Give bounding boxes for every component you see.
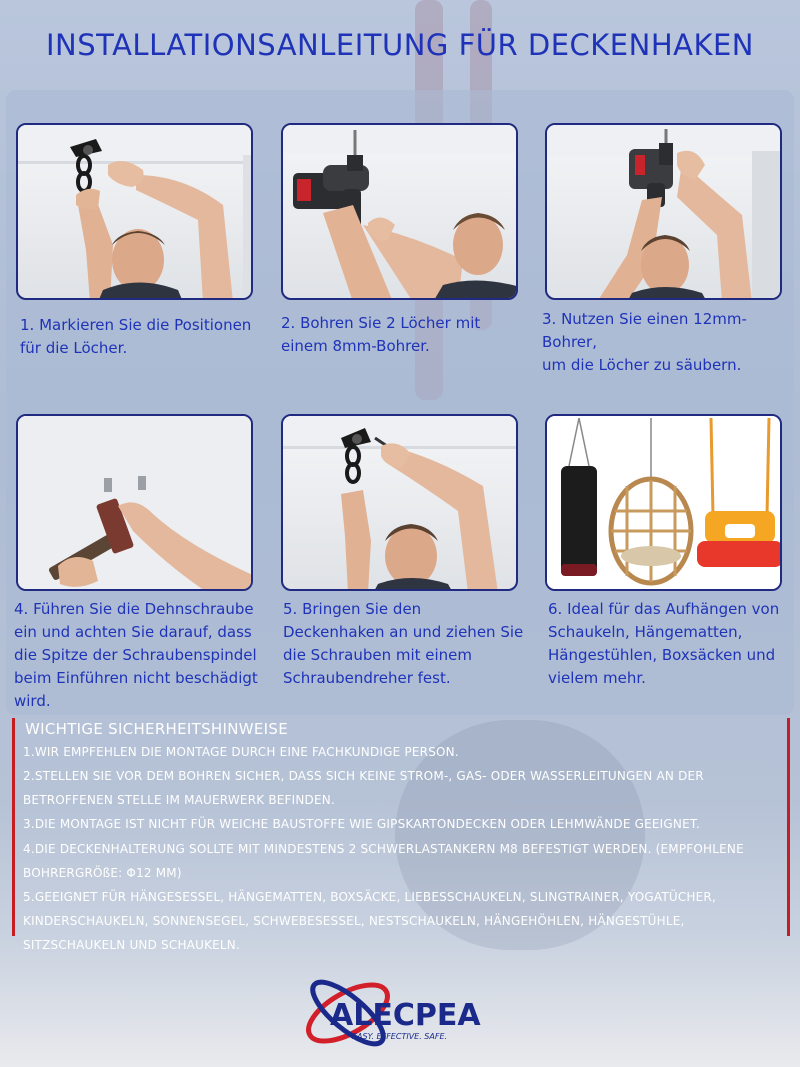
step-2-line-2: einem 8mm-Bohrer. — [281, 337, 430, 355]
step-2-photo — [281, 123, 518, 300]
step-4-line-2: ein und achten Sie darauf, dass — [14, 623, 252, 641]
logo-brand: ALECPEA — [330, 998, 481, 1033]
step-6-line-2: Schaukeln, Hängematten, — [548, 623, 743, 641]
safety-notes — [12, 718, 790, 952]
step-1-line-2: für die Löcher. — [20, 339, 128, 357]
ceiling-hook-icon — [70, 139, 102, 191]
step-3-line-1: 3. Nutzen Sie einen 12mm-Bohrer, — [542, 310, 747, 351]
step-6-caption — [548, 598, 779, 690]
step-4-line-1: 4. Führen Sie die Dehnschraube — [14, 600, 254, 618]
step-2-caption — [281, 312, 480, 358]
step-4-photo — [16, 414, 253, 591]
logo-tagline: EASY. EFFECTIVE. SAFE. — [352, 1032, 448, 1041]
safety-line: BETROFFENEN STELLE IM MAUERWERK BEFINDEN. — [23, 793, 335, 807]
step-6-line-4: vielem mehr. — [548, 669, 646, 687]
safety-line: 1.WIR EMPFEHLEN DIE MONTAGE DURCH EINE FACHKUNDIGE PERSON. — [23, 745, 459, 759]
step-4-line-4: beim Einführen nicht beschädigt — [14, 669, 258, 687]
step-5-line-2: Deckenhaken an und ziehen Sie — [283, 623, 524, 641]
step-6-photo — [545, 414, 782, 591]
step-1-caption — [20, 314, 251, 360]
step-5-caption — [283, 598, 523, 690]
safety-line: 4.DIE DECKENHALTERUNG SOLLTE MIT MINDESTENS 2 SCHWERLASTANKERN M8 BEFESTIGT WERDEN. (EMPFOHLENE — [23, 842, 744, 856]
safety-title: WICHTIGE SICHERHEITSHINWEISE — [25, 720, 288, 738]
step-4-caption — [14, 598, 258, 713]
step-5-photo — [281, 414, 518, 591]
safety-line: BOHRERGRÖßE: Φ12 MM) — [23, 866, 182, 880]
step-3-line-2: um die Löcher zu säubern. — [542, 356, 742, 374]
step-1-line-1: 1. Markieren Sie die Positionen — [20, 316, 252, 334]
page-title: INSTALLATIONSANLEITUNG FÜR DECKENHAKEN — [45, 28, 755, 62]
step-5-line-3: die Schrauben mit einem — [283, 646, 473, 664]
step-4-line-3: die Spitze der Schraubenspindel — [14, 646, 257, 664]
step-6-line-3: Hängestühlen, Boxsäcken und — [548, 646, 776, 664]
step-5-line-1: 5. Bringen Sie den — [283, 600, 422, 618]
safety-line: SITZSCHAUKELN UND SCHAUKELN. — [23, 938, 241, 952]
safety-line: 5.GEEIGNET FÜR HÄNGESESSEL, HÄNGEMATTEN, BOXSÄCKE, LIEBESSCHAUKELN, SLINGTRAINER, YOGATÜCHER, — [23, 890, 716, 904]
safety-line: KINDERSCHAUKELN, SONNENSEGEL, SCHWEBESESSEL, NESTSCHAUKELN, HÄNGEHÖHLEN, HÄNGESTÜHLE, — [23, 914, 685, 928]
step-2-line-1: 2. Bohren Sie 2 Löcher mit — [281, 314, 481, 332]
safety-line: 2.STELLEN SIE VOR DEM BOHREN SICHER, DASS SICH KEINE STROM-, GAS- ODER WASSERLEITUNGEN AN DER — [23, 769, 704, 783]
step-5-line-4: Schraubendreher fest. — [283, 669, 451, 687]
safety-line: 3.DIE MONTAGE IST NICHT FÜR WEICHE BAUSTOFFE WIE GIPSKARTONDECKEN ODER LEHMWÄNDE GEEIGNET. — [23, 817, 700, 831]
step-3-caption — [542, 308, 800, 377]
step-3-photo — [545, 123, 782, 300]
step-6-line-1: 6. Ideal für das Aufhängen von — [548, 600, 780, 618]
brand-logo — [300, 963, 510, 1063]
step-1-photo — [16, 123, 253, 300]
step-4-line-5: wird. — [14, 692, 51, 710]
logo-swoosh-icon — [300, 963, 510, 1063]
